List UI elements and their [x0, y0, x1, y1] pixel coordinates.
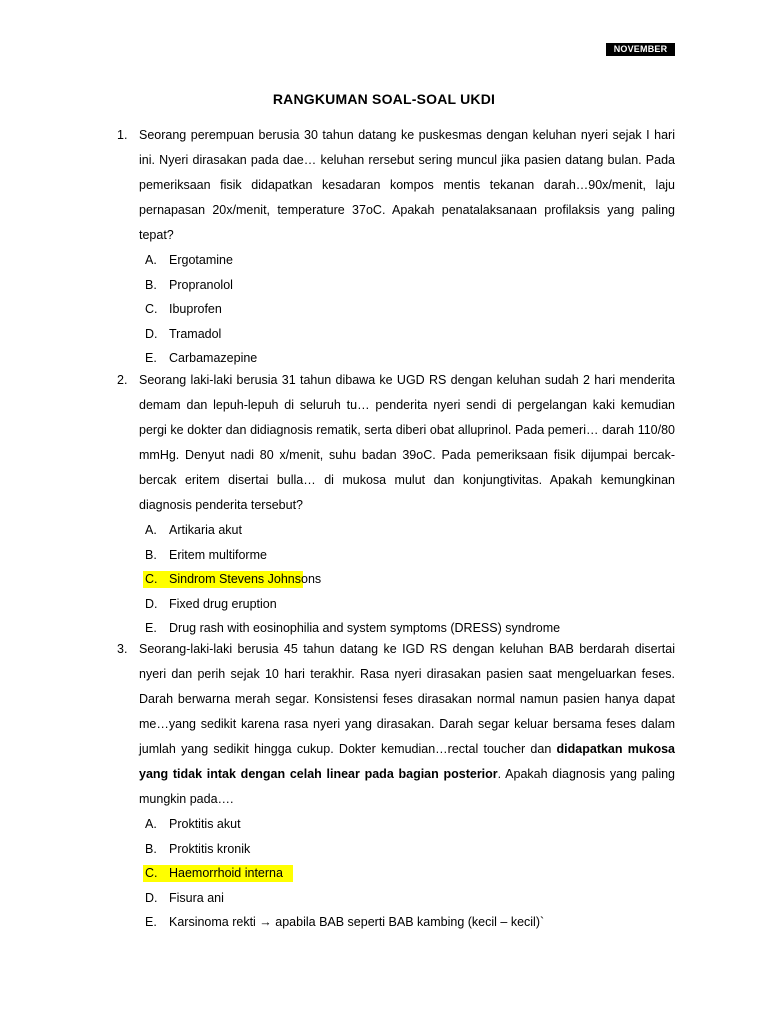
month-badge: NOVEMBER	[606, 43, 675, 56]
question-number: 1.	[117, 128, 128, 142]
option-a	[145, 812, 675, 837]
option-text: Karsinoma rekti → apabila BAB seperti BAB kambing (kecil – kecil)`	[169, 915, 545, 930]
question-number: 2.	[117, 373, 128, 387]
option-letter: C.	[145, 572, 158, 587]
option-text: Proktitis akut	[169, 817, 241, 831]
option-letter: E.	[145, 621, 157, 636]
question-number: 3.	[117, 642, 128, 656]
option-letter: C.	[145, 302, 158, 317]
option-letter: D.	[145, 326, 158, 341]
option-text: Ibuprofen	[169, 302, 222, 317]
option-letter: D.	[145, 890, 158, 905]
option-letter: A.	[145, 253, 157, 267]
option-text: Fisura ani	[169, 890, 224, 905]
option-letter: B.	[145, 547, 157, 562]
option-letter: C.	[145, 866, 158, 881]
option-letter: E.	[145, 915, 157, 930]
option-text: Sindrom Stevens Johnsons	[169, 572, 322, 587]
question-1	[117, 123, 675, 371]
option-list	[117, 812, 675, 935]
option-letter: D.	[145, 596, 158, 611]
option-a	[145, 518, 675, 543]
option-d	[145, 592, 675, 617]
option-text: Haemorrhoid interna	[169, 866, 283, 881]
option-e	[145, 910, 675, 935]
option-b	[145, 543, 675, 568]
option-text: Artikaria akut	[169, 523, 242, 537]
question-text-part: Seorang-laki-laki berusia 45 tahun datang ke IGD RS dengan keluhan BAB berdarah disertai nyeri dan perih sejak 10 hari terakhir. Rasa nyeri dirasakan pasien saat mengeluarkan feses. Darah berwarna merah segar. Konsistensi feses dirasakan normal namun pasien hanya dapat me…yang sedikit karena rasa nyeri yang dirasakan. Darah segar keluar bersama feses dalam jumlah yang sedikit hingga cukup. Dokter kemudian…rectal toucher dan	[139, 642, 675, 756]
option-text: Tramadol	[169, 326, 222, 341]
option-text: Carbamazepine	[169, 351, 258, 366]
question-2	[117, 368, 675, 641]
option-d	[145, 322, 675, 347]
option-text: Proktitis kronik	[169, 841, 251, 856]
option-c-highlighted	[145, 567, 675, 592]
option-d	[145, 886, 675, 911]
question-text: Seorang laki-laki berusia 31 tahun dibawa ke UGD RS dengan keluhan sudah 2 hari menderita demam dan lepuh-lepuh di seluruh tu… penderita nyeri sendi di pergelangan kaki kemudian pergi ke dokter dan didiagnosis rematik, serta diberi obat alluprinol. Pada pemeri… darah 110/80 mmHg. Denyut nadi 80 x/menit, suhu badan 39oC. Pada pemeriksaan fisik dijumpai bercak-bercak eritem disertai bulla… di mukosa mulut dan konjungtivitas. Apakah kemungkinan diagnosis penderita tersebut?	[139, 373, 675, 512]
page-title: RANGKUMAN SOAL-SOAL UKDI	[272, 91, 496, 107]
question-text-bold: didapatkan mukosa yang tidak intak dengan celah linear pada bagian posterior	[139, 742, 675, 781]
option-text: Fixed drug eruption	[169, 596, 277, 611]
option-text: Eritem multiforme	[169, 547, 267, 562]
option-list	[117, 518, 675, 641]
option-a	[145, 248, 675, 273]
option-letter: B.	[145, 277, 157, 292]
option-c-highlighted	[145, 861, 675, 886]
question-text-part: . Apakah diagnosis yang paling mungkin pada….	[139, 767, 676, 806]
option-b	[145, 273, 675, 298]
question-3	[117, 637, 675, 935]
option-text: Drug rash with eosinophilia and system symptoms (DRESS) syndrome	[169, 621, 561, 636]
option-letter: A.	[145, 817, 157, 831]
question-text: Seorang perempuan berusia 30 tahun datang ke puskesmas dengan keluhan nyeri sejak I hari ini. Nyeri dirasakan pada dae… keluhan rersebut sering muncul jika pasien datang bulan. Pada pemeriksaan fisik didapatkan kesadaran kompos mentis tekanan darah…90x/menit, laju pernapasan 20x/menit, temperature 37oC. Apakah penatalaksanaan profilaksis yang paling tepat?	[139, 128, 675, 242]
option-text: Ergotamine	[169, 253, 233, 267]
option-letter: B.	[145, 841, 157, 856]
option-text: Propranolol	[169, 277, 233, 292]
option-letter: E.	[145, 351, 157, 366]
question-text	[139, 637, 675, 812]
option-b	[145, 837, 675, 862]
option-list	[117, 248, 675, 371]
option-letter: A.	[145, 523, 157, 537]
option-c	[145, 297, 675, 322]
